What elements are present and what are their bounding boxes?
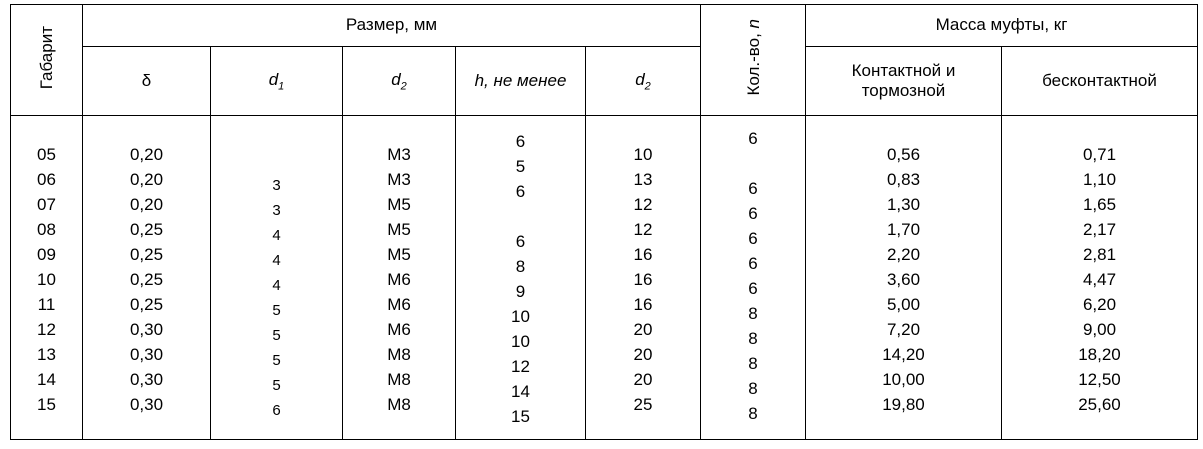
cell-value: 20 — [633, 369, 653, 389]
cell-value: 6 — [748, 254, 758, 274]
header-massa-label: Масса муфты, кг — [935, 15, 1068, 35]
cell-value: 20 — [633, 319, 653, 339]
cell-value: 8 — [748, 329, 758, 349]
column-delta-values — [83, 132, 210, 423]
cell-value: 6,20 — [1082, 294, 1117, 314]
cell-value: М5 — [387, 244, 411, 264]
cell-value: 0,30 — [129, 319, 164, 339]
cell-value: 18,20 — [1078, 344, 1121, 364]
header-d2b-label: $d_2$ — [635, 69, 651, 92]
cell-value: 0,20 — [129, 194, 164, 214]
cell-value: 19,80 — [882, 394, 925, 414]
column-delta — [83, 115, 211, 439]
cell-value: 16 — [633, 244, 653, 264]
cell-value: 2,81 — [1082, 244, 1117, 264]
cell-value: 6 — [515, 182, 526, 202]
header-kolvo-label: Кол.-во, n — [743, 19, 763, 96]
cell-value: 08 — [37, 219, 56, 239]
cell-value: 7,20 — [886, 319, 921, 339]
cell-value: 15 — [37, 394, 56, 414]
cell-value: М8 — [387, 369, 411, 389]
header-massa-kontaktnoy — [806, 46, 1002, 115]
header-gabarit — [11, 5, 83, 116]
cell-value: 4 — [272, 276, 281, 294]
cell-value: 5 — [272, 326, 281, 344]
header-d2-label: $d_2$ — [391, 69, 407, 92]
cell-value: 8 — [515, 257, 526, 277]
header-kolvo — [701, 5, 806, 116]
cell-value: 6 — [748, 204, 758, 224]
cell-value: 6 — [272, 401, 281, 419]
cell-value: 13 — [633, 169, 653, 189]
cell-value: 05 — [37, 144, 56, 164]
cell-value: 0,30 — [129, 369, 164, 389]
column-d2-values — [343, 132, 455, 423]
cell-value: 3 — [272, 201, 281, 219]
cell-value: 0,20 — [129, 144, 164, 164]
cell-value: 1,30 — [886, 194, 921, 214]
cell-value: 12 — [37, 319, 56, 339]
header-delta — [83, 46, 211, 115]
cell-value: 0,30 — [129, 344, 164, 364]
header-d1-label: $d_1$ — [268, 69, 285, 92]
column-d2b-values — [586, 132, 700, 423]
header-razmer-group — [83, 5, 701, 47]
cell-value: 4,47 — [1082, 269, 1117, 289]
cell-value: 16 — [633, 269, 653, 289]
header-massa-kontaktnoy-line1: Контактной и — [851, 60, 956, 80]
cell-value: 0,20 — [129, 169, 164, 189]
cell-value: 06 — [37, 169, 56, 189]
column-d1-values — [211, 126, 342, 429]
cell-value: 4 — [272, 251, 281, 269]
cell-value: М6 — [387, 319, 411, 339]
cell-value: 14 — [37, 369, 56, 389]
column-kolvo-values — [701, 122, 805, 432]
column-massa-kontaktnoy — [806, 115, 1002, 439]
header-d1 — [211, 46, 343, 115]
column-massa-beskontaktnoy-values — [1002, 132, 1197, 423]
cell-value: 8 — [748, 404, 758, 424]
specification-table — [10, 4, 1198, 440]
cell-value: 4 — [272, 226, 281, 244]
cell-value: 09 — [37, 244, 56, 264]
header-massa-beskontaktnoy-label: бесконтактной — [1042, 70, 1157, 90]
column-h — [456, 115, 586, 439]
header-d2 — [343, 46, 456, 115]
header-massa-kontaktnoy-line2: тормозной — [861, 80, 946, 100]
cell-value: 10,00 — [882, 369, 925, 389]
cell-value: 0,30 — [129, 394, 164, 414]
cell-value: М3 — [387, 169, 411, 189]
column-d2 — [343, 115, 456, 439]
cell-value: 0,71 — [1082, 144, 1117, 164]
cell-value: 8 — [748, 354, 758, 374]
cell-value: 25 — [633, 394, 653, 414]
cell-value: 12 — [511, 357, 530, 377]
cell-value: 5 — [272, 301, 281, 319]
cell-value: 6 — [515, 232, 526, 252]
cell-value: 5 — [272, 351, 281, 369]
cell-value: 6 — [748, 279, 758, 299]
cell-value: 8 — [748, 304, 758, 324]
cell-value: 3 — [272, 176, 281, 194]
cell-value: 5,00 — [886, 294, 921, 314]
cell-value: 2,20 — [886, 244, 921, 264]
cell-value: М8 — [387, 344, 411, 364]
header-massa-group — [806, 5, 1198, 47]
cell-value: 6 — [748, 179, 758, 199]
cell-value: 5 — [272, 376, 281, 394]
cell-value: 14,20 — [882, 344, 925, 364]
cell-value: 0,83 — [886, 169, 921, 189]
cell-value: 2,17 — [1082, 219, 1117, 239]
cell-value — [456, 204, 585, 229]
cell-value: 15 — [511, 407, 530, 427]
cell-value: 12 — [633, 219, 653, 239]
cell-value: 6 — [748, 229, 758, 249]
cell-value: 8 — [748, 379, 758, 399]
cell-value: 13 — [37, 344, 56, 364]
cell-value: 10 — [37, 269, 56, 289]
cell-value: 12 — [633, 194, 653, 214]
column-massa-kontaktnoy-values — [806, 132, 1001, 423]
cell-value: 0,25 — [129, 244, 164, 264]
cell-value: 10 — [511, 332, 530, 352]
cell-value: 9 — [515, 282, 526, 302]
header-gabarit-label: Габарит — [37, 25, 56, 89]
cell-value: 11 — [37, 294, 56, 314]
column-gabarit-values — [11, 132, 82, 423]
cell-value: 5 — [515, 157, 526, 177]
cell-value: 12,50 — [1078, 369, 1121, 389]
cell-value: 16 — [633, 294, 653, 314]
column-d1 — [211, 115, 343, 439]
cell-value: М8 — [387, 394, 411, 414]
cell-value: 1,70 — [886, 219, 921, 239]
column-d2b — [586, 115, 701, 439]
header-h-label: h, не менее — [474, 70, 567, 90]
cell-value — [211, 148, 342, 173]
cell-value: М6 — [387, 294, 411, 314]
cell-value: 10 — [633, 144, 653, 164]
cell-value: 10 — [511, 307, 530, 327]
column-kolvo — [701, 115, 806, 439]
header-d2b — [586, 46, 701, 115]
cell-value: 0,25 — [129, 294, 164, 314]
cell-value — [701, 151, 805, 176]
cell-value: 20 — [633, 344, 653, 364]
cell-value: 3,60 — [886, 269, 921, 289]
column-gabarit — [11, 115, 83, 439]
header-massa-beskontaktnoy — [1002, 46, 1198, 115]
cell-value: М6 — [387, 269, 411, 289]
cell-value: 6 — [515, 132, 526, 152]
cell-value: 25,60 — [1078, 394, 1121, 414]
cell-value: М3 — [387, 144, 411, 164]
header-h — [456, 46, 586, 115]
column-h-values — [456, 119, 585, 435]
column-massa-beskontaktnoy — [1002, 115, 1198, 439]
cell-value: 1,65 — [1082, 194, 1117, 214]
header-razmer-label: Размер, мм — [345, 15, 438, 35]
cell-value: 0,25 — [129, 269, 164, 289]
header-delta-label: δ — [141, 70, 152, 90]
cell-value: 0,56 — [886, 144, 921, 164]
cell-value: 14 — [511, 382, 530, 402]
cell-value: 07 — [37, 194, 56, 214]
cell-value: 0,25 — [129, 219, 164, 239]
cell-value: М5 — [387, 219, 411, 239]
cell-value: М5 — [387, 194, 411, 214]
cell-value: 9,00 — [1082, 319, 1117, 339]
cell-value: 6 — [748, 129, 758, 149]
cell-value: 1,10 — [1082, 169, 1117, 189]
